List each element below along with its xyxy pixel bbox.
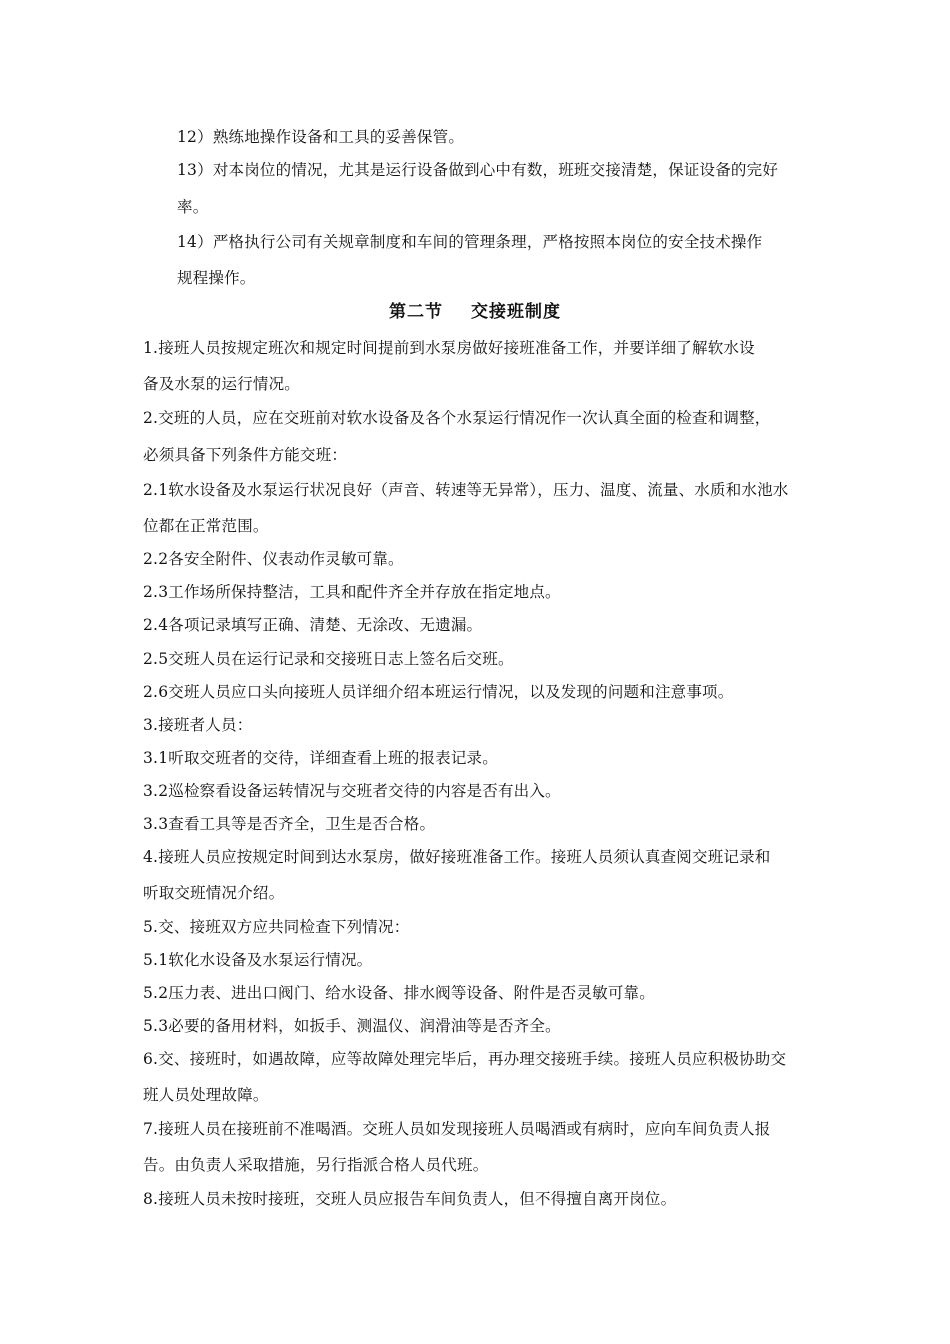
text-line: 6.交、接班时，如遇故障，应等故障处理完毕后，再办理交接班手续。接班人员应积极协助交 [143, 1050, 787, 1068]
text-line: 2.1软水设备及水泵运行状况良好（声音、转速等无异常），压力、温度、流量、水质和水池水 [143, 481, 789, 499]
text-line: 8.接班人员未按时接班，交班人员应报告车间负责人，但不得擅自离开岗位。 [143, 1190, 677, 1208]
text-line: 听取交班情况介绍。 [143, 884, 285, 902]
text-line: 5.3必要的备用材料，如扳手、测温仪、润滑油等是否齐全。 [143, 1017, 561, 1035]
text-line: 备及水泵的运行情况。 [143, 375, 301, 393]
text-line: 必须具备下列条件方能交班： [143, 446, 348, 464]
text-line: 2.交班的人员，应在交班前对软水设备及各个水泵运行情况作一次认真全面的检查和调整， [143, 409, 771, 427]
text-line: 4.接班人员应按规定时间到达水泵房，做好接班准备工作。接班人员须认真查阅交班记录和 [143, 848, 771, 866]
section-name: 交接班制度 [471, 302, 561, 322]
text-line: 2.3工作场所保持整洁，工具和配件齐全并存放在指定地点。 [143, 583, 561, 601]
text-line: 5.1软化水设备及水泵运行情况。 [143, 951, 373, 969]
text-line: 1.接班人员按规定班次和规定时间提前到水泵房做好接班准备工作，并要详细了解软水设 [143, 339, 755, 357]
text-line: 3.接班者人员： [143, 716, 253, 734]
text-line: 5.2压力表、进出口阀门、给水设备、排水阀等设备、附件是否灵敏可靠。 [143, 984, 655, 1002]
text-line: 13）对本岗位的情况，尤其是运行设备做到心中有数，班班交接清楚，保证设备的完好 [177, 161, 779, 179]
text-line: 位都在正常范围。 [143, 517, 269, 535]
text-line: 2.4各项记录填写正确、清楚、无涂改、无遗漏。 [143, 616, 483, 634]
text-line: 规程操作。 [177, 269, 256, 287]
text-line: 12）熟练地操作设备和工具的妥善保管。 [177, 128, 465, 146]
section-heading [0, 301, 950, 323]
text-line: 3.2巡检察看设备运转情况与交班者交待的内容是否有出入。 [143, 782, 561, 800]
text-line: 5.交、接班双方应共同检查下列情况： [143, 918, 410, 936]
text-line: 14）严格执行公司有关规章制度和车间的管理条理，严格按照本岗位的安全技术操作 [177, 233, 763, 251]
text-line: 2.2各安全附件、仪表动作灵敏可靠。 [143, 550, 404, 568]
section-number: 第二节 [389, 302, 443, 322]
text-line: 2.6交班人员应口头向接班人员详细介绍本班运行情况，以及发现的问题和注意事项。 [143, 683, 734, 701]
text-line: 班人员处理故障。 [143, 1086, 269, 1104]
text-line: 告。由负责人采取措施，另行指派合格人员代班。 [143, 1156, 489, 1174]
text-line: 率。 [177, 198, 209, 216]
text-line: 3.3查看工具等是否齐全，卫生是否合格。 [143, 815, 436, 833]
text-line: 3.1听取交班者的交待，详细查看上班的报表记录。 [143, 749, 498, 767]
text-line: 7.接班人员在接班前不准喝酒。交班人员如发现接班人员喝酒或有病时，应向车间负责人报 [143, 1120, 771, 1138]
text-line: 2.5交班人员在运行记录和交接班日志上签名后交班。 [143, 650, 514, 668]
